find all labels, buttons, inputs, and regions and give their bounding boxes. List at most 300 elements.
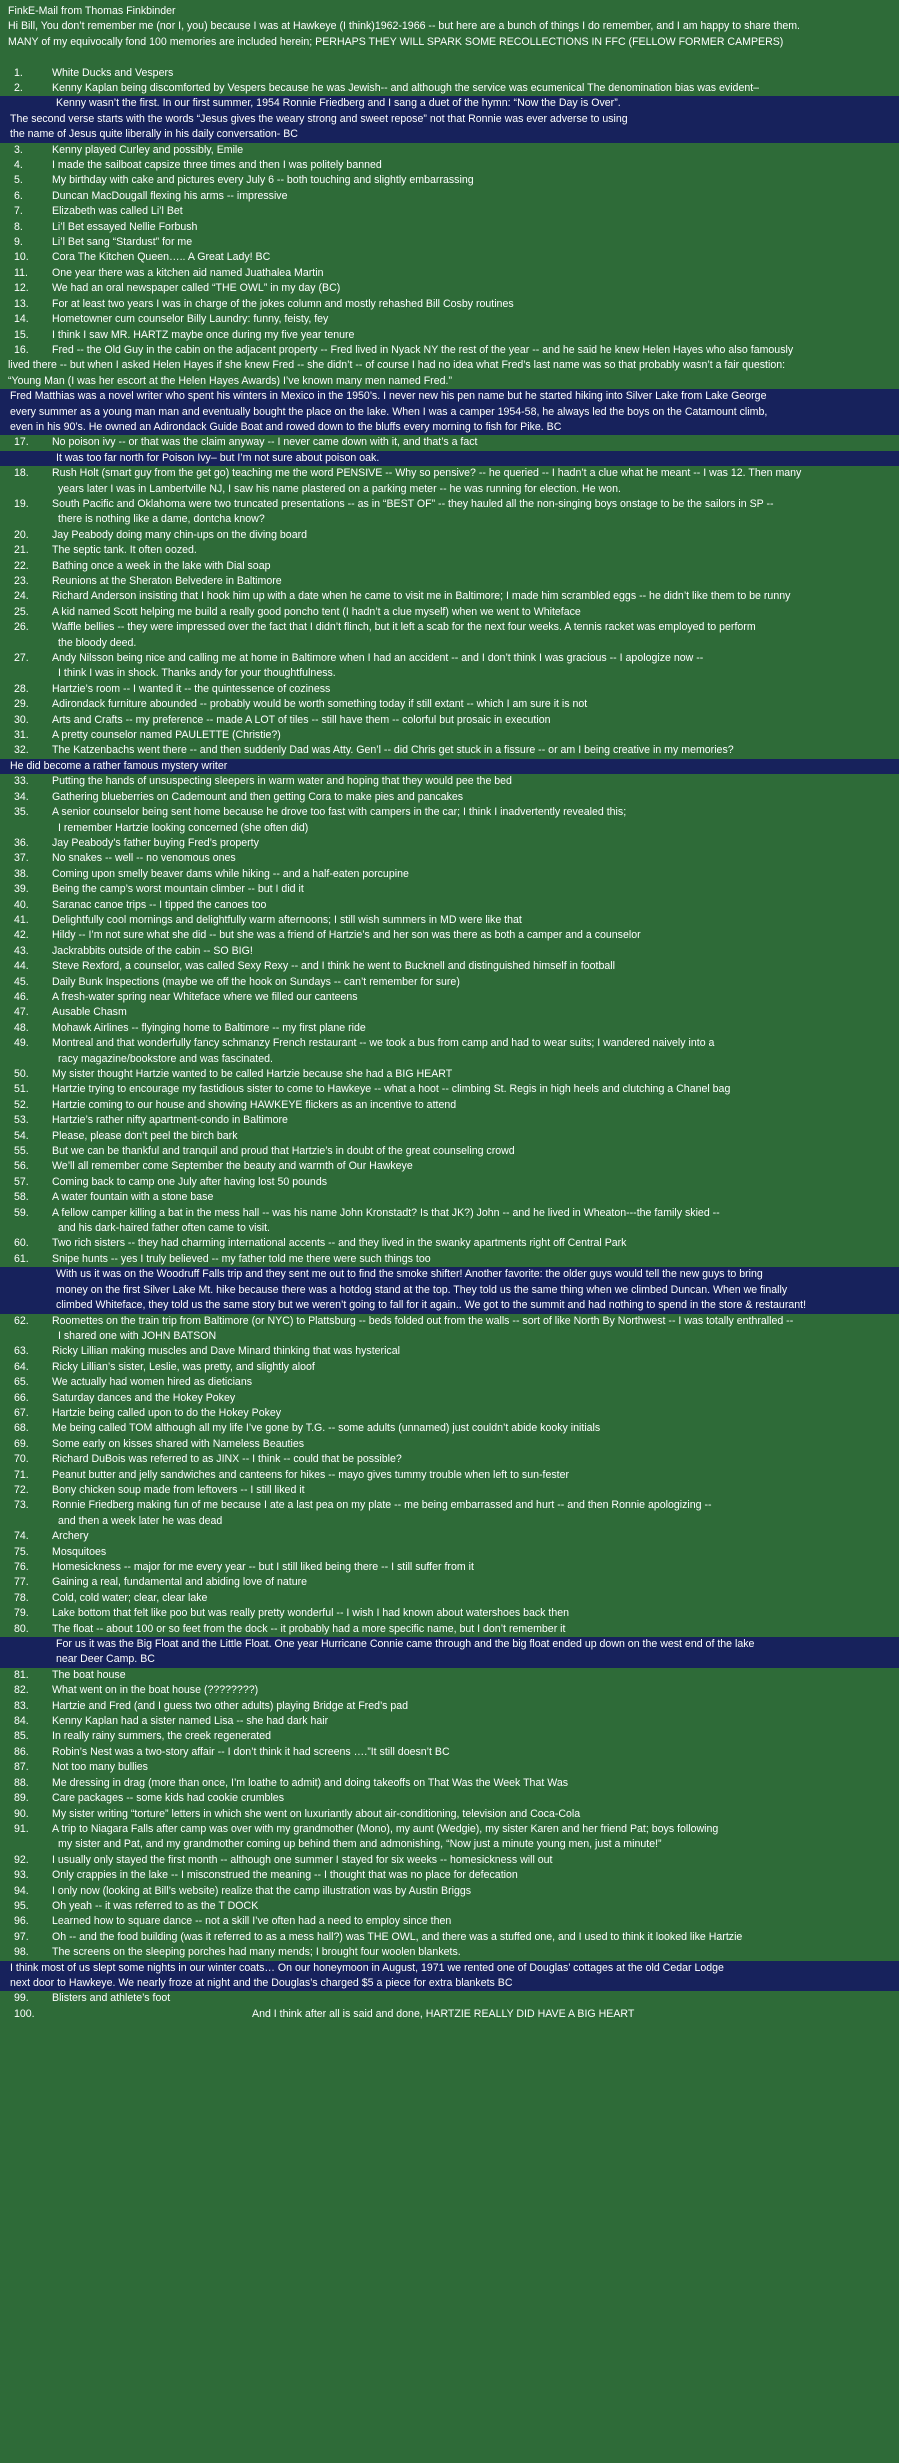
memory-item: [8, 1868, 887, 1883]
item-text: Oh yeah -- it was referred to as the T DOCK: [52, 1899, 259, 1912]
item-number: 62.: [14, 1314, 29, 1327]
item-text: Me being called TOM although all my life I’ve gone by T.G. -- some adults (unnamed) just couldn’t abide kooky initials: [52, 1422, 601, 1435]
item-number: 87.: [14, 1761, 29, 1774]
item-number: 82.: [14, 1684, 29, 1697]
item-text: The screens on the sleeping porches had many mends; I brought four woolen blankets.: [52, 1946, 461, 1959]
memory-item: [8, 651, 887, 666]
item-number: 46.: [14, 990, 29, 1003]
item-text: Ronnie Friedberg making fun of me because I ate a last pea on my plate -- me being embarrassed and hurt -- and then Ronnie apologizing --: [52, 1499, 712, 1512]
memory-item: [8, 1560, 887, 1575]
item-text: A trip to Niagara Falls after camp was over with my grandmother (Mono), my aunt (Wedgie), my sister Karen and her friend Pat; boys following: [52, 1822, 719, 1835]
item-number: 10.: [14, 251, 29, 264]
memory-item: [8, 1159, 887, 1174]
item-number: 96.: [14, 1915, 29, 1928]
item-number: 25.: [14, 605, 29, 618]
item-number: 85.: [14, 1730, 29, 1743]
item-number: 33.: [14, 775, 29, 788]
item-continuation: the bloody deed.: [58, 636, 137, 649]
item-number: 88.: [14, 1776, 29, 1789]
item-text: Snipe hunts -- yes I truly believed -- my father told me there were such things too: [52, 1252, 431, 1265]
bc-comment-line: Fred Matthias was a novel writer who spent his winters in Mexico in the 1950’s. I never new his pen name but he started hiking into Silver Lake from Lake George: [0, 389, 899, 404]
item-text: Richard DuBois was referred to as JINX -- I think -- could that be possible?: [52, 1453, 402, 1466]
item-text: Oh -- and the food building (was it referred to as a mess hall?) was THE OWL, and there was a stuffed one, and I used to think it looked like Hartzie: [52, 1930, 743, 1943]
item-number: 9.: [14, 236, 23, 249]
memory-item: [8, 1776, 887, 1791]
item-text: Steve Rexford, a counselor, was called Sexy Rexy -- and I think he went to Bucknell and distinguished himself in football: [52, 960, 615, 973]
item-number: 22.: [14, 559, 29, 572]
item-text: Hartzie coming to our house and showing HAWKEYE flickers as an incentive to attend: [52, 1098, 457, 1111]
item-text: Duncan MacDougall flexing his arms -- impressive: [52, 189, 288, 202]
item-number: 74.: [14, 1530, 29, 1543]
item-text: No snakes -- well -- no venomous ones: [52, 852, 236, 865]
item-text: Saranac canoe trips -- I tipped the canoes too: [52, 898, 267, 911]
memory-item: [8, 1021, 887, 1036]
item-number: 13.: [14, 297, 29, 310]
memory-item: [8, 1699, 887, 1714]
memory-item: [8, 250, 887, 265]
item-number: 91.: [14, 1822, 29, 1835]
memory-item: [8, 220, 887, 235]
item-number: 93.: [14, 1869, 29, 1882]
item-number: 84.: [14, 1715, 29, 1728]
memory-item: [8, 1098, 887, 1113]
item-text: A fresh-water spring near Whiteface where we filled our canteens: [52, 990, 358, 1003]
item-text: Kenny Kaplan being discomforted by Vespers because he was Jewish-- and although the service was ecumenical The denomination bias was evident–: [52, 82, 760, 95]
item-number: 38.: [14, 867, 29, 880]
item-number: 57.: [14, 1175, 29, 1188]
item-continuation: and then a week later he was dead: [58, 1514, 223, 1527]
item-text: In really rainy summers, the creek regenerated: [52, 1730, 272, 1743]
item-number: 21.: [14, 544, 29, 557]
item-text: My sister writing “torture” letters in which she went on luxuriantly about air-conditioning, television and Coca-Cola: [52, 1807, 581, 1820]
item-text: Hartzie trying to encourage my fastidious sister to come to Hawkeye -- what a hoot -- climbing St. Regis in high heels and clutching a Chanel bag: [52, 1083, 731, 1096]
memory-item: [8, 281, 887, 296]
memory-item: [8, 1807, 887, 1822]
item-text: The float -- about 100 or so feet from the dock -- it probably had a more specific name, but I don’t remember it: [52, 1622, 566, 1635]
item-text: Robin’s Nest was a two-story affair -- I don’t think it had screens ….”It still doesn’t BC: [52, 1745, 450, 1758]
item-number: 63.: [14, 1345, 29, 1358]
item-number: 14.: [14, 313, 29, 326]
item-text: Learned how to square dance -- not a skill I’ve often had a need to employ since then: [52, 1915, 452, 1928]
item-text: Adirondack furniture abounded -- probably would be worth something today if still extant -- which I am sure it is not: [52, 698, 588, 711]
memory-item: [8, 1606, 887, 1621]
item-number: 44.: [14, 960, 29, 973]
memory-item: [8, 1129, 887, 1144]
memory-item: [8, 1483, 887, 1498]
item-text: Jackrabbits outside of the cabin -- SO BIG!: [52, 944, 253, 957]
item-number: 34.: [14, 790, 29, 803]
item-number: 28.: [14, 682, 29, 695]
bc-comment-line: every summer as a young man man and eventually bought the place on the lake. When I was a camper 1954-58, he always led the boys on the Catamount climb,: [0, 405, 899, 420]
memory-item: [8, 1452, 887, 1467]
item-text: Hartzie and Fred (and I guess two other adults) playing Bridge at Fred’s pad: [52, 1699, 409, 1712]
memory-item: [8, 466, 887, 481]
item-number: 15.: [14, 328, 29, 341]
item-number: 37.: [14, 852, 29, 865]
item-text: Some early on kisses shared with Nameless Beauties: [52, 1437, 305, 1450]
item-number: 64.: [14, 1360, 29, 1373]
item-number: 8.: [14, 220, 23, 233]
item-text: Gaining a real, fundamental and abiding love of nature: [52, 1576, 308, 1589]
bc-comment-line: For us it was the Big Float and the Little Float. One year Hurricane Connie came through and the big float ended up down on the west end of the lake: [0, 1637, 899, 1652]
bc-comment-line: next door to Hawkeye. We nearly froze at night and the Douglas’s charged $5 a piece for extra blankets BC: [0, 1976, 899, 1991]
memory-item: [8, 1314, 887, 1329]
item-text: One year there was a kitchen aid named Juathalea Martin: [52, 266, 324, 279]
memory-item: [8, 1067, 887, 1082]
memory-item: [8, 882, 887, 897]
memory-item: [8, 1437, 887, 1452]
memory-item: [8, 1884, 887, 1899]
bc-comment-line: climbed Whiteface, they told us the same story but we weren’t going to fall for it again.. We got to the summit and had nothing to spend in the store & restaurant!: [0, 1298, 899, 1313]
item-text: Reunions at the Sheraton Belvedere in Baltimore: [52, 575, 282, 588]
memory-item: [8, 1375, 887, 1390]
memory-item: [8, 1945, 887, 1960]
item-text: Fred -- the Old Guy in the cabin on the adjacent property -- Fred lived in Nyack NY the rest of the year -- and he said he knew Helen Hayes who also famously: [52, 343, 794, 356]
memory-item: [8, 1545, 887, 1560]
memory-item: [8, 204, 887, 219]
item-number: 47.: [14, 1006, 29, 1019]
item-number: 50.: [14, 1068, 29, 1081]
item-text: Archery: [52, 1530, 89, 1543]
item-text: A kid named Scott helping me build a really good poncho tent (I hadn’t a clue myself) when we went to Whiteface: [52, 605, 581, 618]
item-continuation: I shared one with JOHN BATSON: [58, 1329, 217, 1342]
item-number: 26.: [14, 621, 29, 634]
item-number: 19.: [14, 497, 29, 510]
item-number: 30.: [14, 713, 29, 726]
memory-item: [8, 1252, 887, 1267]
item-text: Mosquitoes: [52, 1545, 107, 1558]
item-number: 48.: [14, 1021, 29, 1034]
bc-comment-line: the name of Jesus quite liberally in his daily conversation- BC: [0, 127, 899, 142]
item-number: 92.: [14, 1853, 29, 1866]
text-line: “Young Man (I was her escort at the Helen Hayes Awards) I’ve known many men named Fred.”: [8, 374, 452, 387]
memory-item: [8, 266, 887, 281]
item-number: 24.: [14, 590, 29, 603]
memory-item: [8, 574, 887, 589]
item-text: Peanut butter and jelly sandwiches and canteens for hikes -- mayo gives tummy trouble when left to sun-fester: [52, 1468, 570, 1481]
item-text: Li’l Bet essayed Nellie Forbush: [52, 220, 198, 233]
item-number: 78.: [14, 1591, 29, 1604]
memory-item: [8, 682, 887, 697]
item-text: Ricky Lillian making muscles and Dave Minard thinking that was hysterical: [52, 1345, 400, 1358]
item-text: Andy Nilsson being nice and calling me at home in Baltimore when I had an accident -- and I don’t think I was gracious -- I apologize now --: [52, 652, 704, 665]
memory-item: [8, 81, 887, 96]
item-number: 61.: [14, 1252, 29, 1265]
email-title: FinkE-Mail from Thomas Finkbinder: [8, 5, 176, 17]
item-text: Ricky Lillian’s sister, Leslie, was pretty, and slightly aloof: [52, 1360, 315, 1373]
item-number: 71.: [14, 1468, 29, 1481]
memory-item: [8, 1575, 887, 1590]
item-number: 80.: [14, 1622, 29, 1635]
memory-item: [8, 774, 887, 789]
item-number: 65.: [14, 1376, 29, 1389]
item-number: 2.: [14, 82, 23, 95]
memory-item: [8, 297, 887, 312]
memory-item: [8, 2007, 887, 2022]
memory-item: [8, 1791, 887, 1806]
memory-item: [8, 867, 887, 882]
greeting-paragraph: Hi Bill, You don’t remember me (nor I, you) because I was at Hawkeye (I think)1962-1966 -- but here are a bunch of things I do remember, and I am happy to share them.: [8, 20, 801, 33]
memory-item: [8, 1082, 887, 1097]
item-text: South Pacific and Oklahoma were two truncated presentations -- as in “BEST OF” -- they hauled all the non-singing boys onstage to be the sailors in SP --: [52, 497, 774, 510]
text-line: lived there -- but when I asked Helen Hayes if she knew Fred -- she didn’t -- of course I had no idea what Fred’s last name was so that probably wasn’t a fair question:: [8, 359, 786, 372]
item-continuation: years later I was in Lambertville NJ, I saw his name plastered on a parking meter -- he was running for election. He won.: [58, 482, 621, 495]
item-continuation: I think I was in shock. Thanks andy for your thoughtfulness.: [58, 667, 336, 680]
item-number: 60.: [14, 1237, 29, 1250]
item-text: Daily Bunk Inspections (maybe we off the hook on Sundays -- can’t remember for sure): [52, 975, 460, 988]
item-number: 81.: [14, 1668, 29, 1681]
memory-item: [8, 944, 887, 959]
item-number: 100.: [14, 2007, 35, 2020]
item-number: 3.: [14, 143, 23, 156]
item-number: 43.: [14, 944, 29, 957]
item-text: Mohawk Airlines -- flyinging home to Baltimore -- my first plane ride: [52, 1021, 366, 1034]
memory-item: [8, 913, 887, 928]
item-text: Hildy -- I’m not sure what she did -- but she was a friend of Hartzie’s and her son was there as both a camper and a counselor: [52, 929, 641, 942]
memory-item: [8, 312, 887, 327]
memory-item: [8, 959, 887, 974]
item-number: 11.: [14, 266, 28, 279]
item-text: Jay Peabody doing many chin-ups on the diving board: [52, 528, 308, 541]
item-number: 68.: [14, 1422, 29, 1435]
item-number: 4.: [14, 159, 23, 172]
memory-item: [8, 1391, 887, 1406]
item-number: 42.: [14, 929, 29, 942]
item-text: Bathing once a week in the lake with Dial soap: [52, 559, 271, 572]
item-number: 29.: [14, 698, 29, 711]
memory-item: [8, 328, 887, 343]
memory-item: [8, 1853, 887, 1868]
item-number: 56.: [14, 1160, 29, 1173]
item-text: A fellow camper killing a bat in the mess hall -- was his name John Kronstadt? Is that JK?) John -- and he lived in Wheaton---the family skied --: [52, 1206, 720, 1219]
memory-item: [8, 435, 887, 450]
item-text: Roomettes on the train trip from Baltimore (or NYC) to Plattsburg -- beds folded out from the walls -- sort of like North By Northwest -- I was totally enthralled --: [52, 1314, 794, 1327]
memory-item: [8, 990, 887, 1005]
item-text: A senior counselor being sent home because he drove too fast with campers in the car; I think I inadvertently revealed this;: [52, 806, 627, 819]
memory-item: [8, 1991, 887, 2006]
item-number: 52.: [14, 1098, 29, 1111]
memory-item: [8, 528, 887, 543]
item-text: What went on in the boat house (????????): [52, 1684, 259, 1697]
bc-comment-line: I think most of us slept some nights in our winter coats… On our honeymoon in August, 1971 we rented one of Douglas’ cottages at the old Cedar Lodge: [0, 1961, 899, 1976]
item-text: Li’l Bet sang “Stardust” for me: [52, 236, 193, 249]
item-text: I think I saw MR. HARTZ maybe once during my five year tenure: [52, 328, 355, 341]
item-text: Saturday dances and the Hokey Pokey: [52, 1391, 236, 1404]
item-text: I only now (looking at Bill’s website) realize that the camp illustration was by Austin Briggs: [52, 1884, 472, 1897]
item-text: Kenny Kaplan had a sister named Lisa -- she had dark hair: [52, 1715, 329, 1728]
item-number: 6.: [14, 189, 23, 202]
memory-item: [8, 620, 887, 635]
item-text: No poison ivy -- or that was the claim anyway -- I never came down with it, and that’s a fact: [52, 436, 478, 449]
blank-line: [8, 50, 887, 65]
memory-item: [8, 743, 887, 758]
item-number: 67.: [14, 1406, 29, 1419]
item-text: Elizabeth was called Li’l Bet: [52, 205, 183, 218]
item-number: 99.: [14, 1992, 29, 2005]
memory-item: [8, 173, 887, 188]
item-continuation: I remember Hartzie looking concerned (she often did): [58, 821, 309, 834]
memory-item: [8, 1591, 887, 1606]
memory-item: [8, 559, 887, 574]
item-number: 59.: [14, 1206, 29, 1219]
memory-item: [8, 1745, 887, 1760]
item-text: Coming upon smelly beaver dams while hiking -- and a half-eaten porcupine: [52, 867, 409, 880]
bc-comment-line: It was too far north for Poison Ivy– but I’m not sure about poison oak.: [0, 451, 899, 466]
item-text: Putting the hands of unsuspecting sleepers in warm water and hoping that they would pee the bed: [52, 775, 512, 788]
item-text: Hometowner cum counselor Billy Laundry: funny, feisty, fey: [52, 313, 329, 326]
memory-item: [8, 1206, 887, 1221]
memory-item: [8, 1190, 887, 1205]
memory-item: [8, 1144, 887, 1159]
item-number: 16.: [14, 343, 29, 356]
item-text: Waffle bellies -- they were impressed over the fact that I didn’t flinch, but it left a scab for the next four weeks. A tennis racket was employed to perform: [52, 621, 756, 634]
memory-item: [8, 589, 887, 604]
memory-item: [8, 1760, 887, 1775]
item-text: Coming back to camp one July after having lost 50 pounds: [52, 1175, 328, 1188]
item-text: My birthday with cake and pictures every July 6 -- both touching and slightly embarrassing: [52, 174, 474, 187]
item-text: I usually only stayed the first month -- although one summer I stayed for six weeks -- homesickness will out: [52, 1853, 553, 1866]
item-number: 83.: [14, 1699, 29, 1712]
item-text: A water fountain with a stone base: [52, 1191, 214, 1204]
item-text: Cora The Kitchen Queen….. A Great Lady! BC: [52, 251, 271, 264]
item-number: 18.: [14, 467, 29, 480]
memory-item: [8, 543, 887, 558]
item-number: 53.: [14, 1114, 29, 1127]
bc-comment-line: Kenny wasn’t the first. In our first summer, 1954 Ronnie Friedberg and I sang a duet of the hymn: “Now the Day is Over”.: [0, 96, 899, 111]
memory-item: [8, 66, 887, 81]
item-continuation: racy magazine/bookstore and was fascinated.: [58, 1052, 273, 1065]
memory-item: [8, 1498, 887, 1513]
item-number: 66.: [14, 1391, 29, 1404]
item-text: Not too many bullies: [52, 1761, 148, 1774]
item-number: 20.: [14, 528, 29, 541]
item-text: Lake bottom that felt like poo but was really pretty wonderful -- I wish I had known about watershoes back then: [52, 1607, 570, 1620]
item-text: Bony chicken soup made from leftovers -- I still liked it: [52, 1483, 305, 1496]
item-number: 51.: [14, 1083, 29, 1096]
bc-comment-line: near Deer Camp. BC: [0, 1652, 899, 1667]
item-text: But we can be thankful and tranquil and proud that Hartzie’s in doubt of the great counseling crowd: [52, 1145, 515, 1158]
item-continuation: there is nothing like a dame, dontcha know?: [58, 513, 265, 526]
item-number: 27.: [14, 652, 29, 665]
item-text: [52, 2007, 887, 2022]
memory-item: [8, 1668, 887, 1683]
item-number: 90.: [14, 1807, 29, 1820]
item-text: White Ducks and Vespers: [52, 66, 174, 79]
item-number: 94.: [14, 1884, 29, 1897]
item-text: Blisters and athlete’s foot: [52, 1992, 171, 2005]
item-continuation: and his dark-haired father often came to visit.: [58, 1222, 270, 1235]
item-text: Montreal and that wonderfully fancy schmanzy French restaurant -- we took a bus from camp and had to wear suits; I wandered naively into a: [52, 1037, 715, 1050]
memory-item: [8, 189, 887, 204]
item-number: 76.: [14, 1561, 29, 1574]
item-number: 5.: [14, 174, 23, 187]
intro-paragraph: MANY of my equivocally fond 100 memories are included herein; PERHAPS THEY WILL SPARK SOME RECOLLECTIONS IN FFC (FELLOW FORMER CAMPERS): [8, 35, 784, 48]
memory-item: [8, 143, 887, 158]
item-number: 32.: [14, 744, 29, 757]
memory-item: [8, 1113, 887, 1128]
memory-item: [8, 790, 887, 805]
item-number: 86.: [14, 1745, 29, 1758]
memory-item: [8, 1729, 887, 1744]
memory-item: [8, 928, 887, 943]
memory-item: [8, 605, 887, 620]
item-number: 73.: [14, 1499, 29, 1512]
item-text: Delightfully cool mornings and delightfully warm afternoons; I still wish summers in MD were like that: [52, 913, 522, 926]
closing-line: And I think after all is said and done, HARTZIE REALLY DID HAVE A BIG HEART: [252, 2007, 635, 2020]
item-number: 72.: [14, 1483, 29, 1496]
item-text: Please, please don’t peel the birch bark: [52, 1129, 238, 1142]
bc-comment-line: With us it was on the Woodruff Falls trip and they sent me out to find the smoke shifter! Another favorite: the older guys would tell the new guys to bring: [0, 1267, 899, 1282]
memory-item: [8, 1622, 887, 1637]
item-number: 98.: [14, 1946, 29, 1959]
memory-item: [8, 713, 887, 728]
item-number: 89.: [14, 1792, 29, 1805]
item-number: 45.: [14, 975, 29, 988]
memory-item: [8, 1406, 887, 1421]
item-text: Gathering blueberries on Cademount and then getting Cora to make pies and pancakes: [52, 790, 464, 803]
memory-item: [8, 1175, 887, 1190]
item-number: 35.: [14, 806, 29, 819]
item-text: Kenny played Curley and possibly, Emile: [52, 143, 244, 156]
item-number: 97.: [14, 1930, 29, 1943]
item-text: Hartzie’s room -- I wanted it -- the quintessence of coziness: [52, 682, 331, 695]
memory-item: [8, 1683, 887, 1698]
item-text: We actually had women hired as dieticians: [52, 1376, 253, 1389]
item-number: 31.: [14, 729, 29, 742]
memory-item: [8, 1930, 887, 1945]
item-number: 69.: [14, 1437, 29, 1450]
memory-item: [8, 497, 887, 512]
item-text: For at least two years I was in charge of the jokes column and mostly rehashed Bill Cosby routines: [52, 297, 514, 310]
item-number: 79.: [14, 1607, 29, 1620]
memory-item: [8, 1914, 887, 1929]
item-text: Rush Holt (smart guy from the get go) teaching me the word PENSIVE -- Why so pensive? -- he queried -- I hadn’t a clue what he meant -- I was 12. Then many: [52, 467, 802, 480]
memory-item: [8, 697, 887, 712]
item-number: 70.: [14, 1453, 29, 1466]
item-number: 49.: [14, 1037, 29, 1050]
item-number: 58.: [14, 1191, 29, 1204]
memory-item: [8, 1236, 887, 1251]
item-number: 23.: [14, 575, 29, 588]
item-text: Jay Peabody’s father buying Fred’s property: [52, 836, 259, 849]
item-text: I made the sailboat capsize three times and then I was politely banned: [52, 159, 382, 172]
item-text: Hartzie being called upon to do the Hokey Pokey: [52, 1406, 282, 1419]
item-text: My sister thought Hartzie wanted to be called Hartzie because she had a BIG HEART: [52, 1068, 453, 1081]
item-number: 41.: [14, 913, 29, 926]
memory-item: [8, 1036, 887, 1051]
item-text: We’ll all remember come September the beauty and warmth of Our Hawkeye: [52, 1160, 413, 1173]
bc-comment-line: The second verse starts with the words “Jesus gives the weary strong and sweet repose” not that Ronnie was ever adverse to using: [0, 112, 899, 127]
memory-item: [8, 728, 887, 743]
item-number: 40.: [14, 898, 29, 911]
item-text: Richard Anderson insisting that I hook him up with a date when he came to visit me in Baltimore; I made him scrambled eggs -- he didn’t like them to be runny: [52, 590, 791, 603]
item-text: Hartzie’s rather nifty apartment-condo in Baltimore: [52, 1114, 288, 1127]
item-number: 7.: [14, 205, 23, 218]
memory-item: [8, 898, 887, 913]
item-number: 39.: [14, 883, 29, 896]
item-text: Arts and Crafts -- my preference -- made A LOT of tiles -- still have them -- colorful but prosaic in execution: [52, 713, 551, 726]
item-number: 75.: [14, 1545, 29, 1558]
item-number: 95.: [14, 1899, 29, 1912]
memory-item: [8, 343, 887, 358]
memory-item: [8, 1899, 887, 1914]
memory-item: [8, 1822, 887, 1837]
memory-item: [8, 1714, 887, 1729]
item-text: We had an oral newspaper called “THE OWL” in my day (BC): [52, 282, 341, 295]
item-number: 77.: [14, 1576, 29, 1589]
memory-item: [8, 1344, 887, 1359]
bc-comment-line: money on the first Silver Lake Mt. hike because there was a hotdog stand at the top. They told us the same thing when we climbed Duncan. When we finally: [0, 1283, 899, 1298]
